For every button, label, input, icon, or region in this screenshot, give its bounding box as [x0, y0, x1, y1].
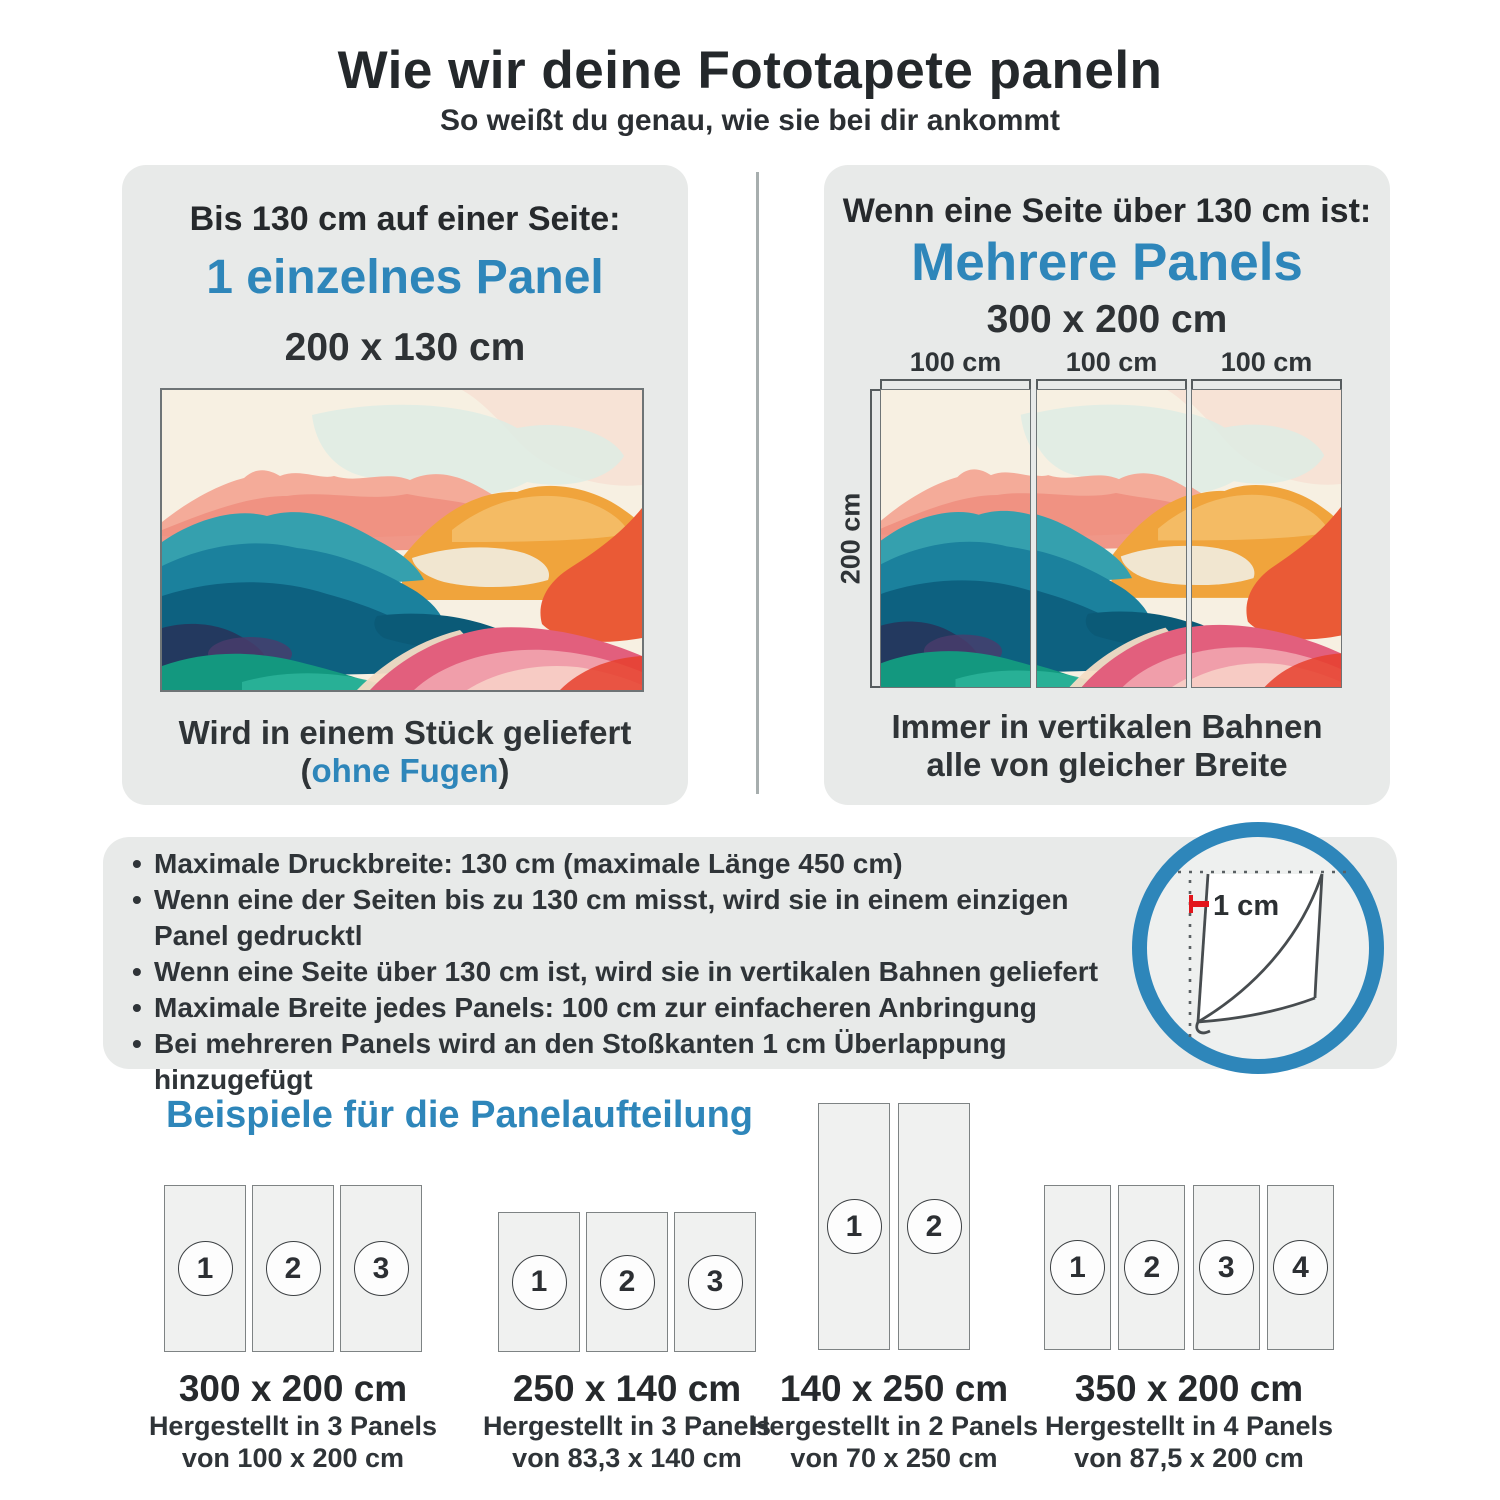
wallpaper-preview-strips	[880, 389, 1344, 688]
example-desc-line1: Hergestellt in 2 Panels	[749, 1411, 1039, 1441]
panel	[498, 1212, 580, 1352]
info-bullet-2: • Wenn eine der Seiten bis zu 130 cm misst, wird sie in einem einzigen Panel gedrucktl	[130, 882, 1140, 954]
panel	[1267, 1185, 1334, 1350]
info-bullet-5: • Bei mehreren Panels wird an den Stoßkanten 1 cm Überlappung hinzugefügt	[130, 1026, 1140, 1098]
card-divider	[756, 172, 759, 794]
panel	[818, 1103, 890, 1350]
panel-number: 2	[600, 1255, 655, 1310]
height-dimension-line	[870, 389, 872, 688]
example-panels-300x200	[164, 1185, 422, 1352]
watercolor-image	[162, 390, 642, 690]
ohne-fugen-text: ohne Fugen	[311, 752, 499, 789]
info-bullet-4: • Maximale Breite jedes Panels: 100 cm zur einfacheren Anbringung	[130, 990, 1140, 1026]
panel	[164, 1185, 246, 1352]
multi-panel-highlight: Mehrere Panels	[911, 233, 1303, 292]
example-label-350x200	[1019, 1368, 1359, 1474]
panel-number: 3	[354, 1241, 409, 1296]
example-panels-140x250	[818, 1103, 970, 1350]
panel-number: 2	[1124, 1240, 1179, 1295]
page-curl-icon	[1132, 822, 1384, 1074]
paren-open: (	[300, 752, 312, 789]
page-subtitle: So weißt du genau, wie sie bei dir ankommt	[439, 104, 1061, 137]
example-size: 250 x 140 cm	[512, 1368, 742, 1409]
info-bullet-list	[130, 846, 1140, 1098]
strip-3	[1191, 389, 1342, 688]
multi-panel-heading: Wenn eine Seite über 130 cm ist:	[842, 192, 1372, 230]
width-dimension-line-2	[1036, 379, 1187, 381]
example-desc-line2: von 100 x 200 cm	[181, 1443, 405, 1473]
example-panels-350x200	[1044, 1185, 1334, 1350]
info-bullet-3: • Wenn eine Seite über 130 cm ist, wird sie in vertikalen Bahnen geliefert	[130, 954, 1140, 990]
example-label-140x250	[724, 1368, 1064, 1474]
width-dimension-line-3	[1191, 379, 1342, 381]
panel-number: 3	[688, 1255, 743, 1310]
wallpaper-preview-single	[160, 388, 644, 692]
strip-1	[880, 389, 1031, 688]
width-label-3: 100 cm	[1220, 347, 1313, 377]
single-panel-caption-line1: Wird in einem Stück geliefert	[178, 714, 632, 751]
overlap-badge	[1132, 822, 1384, 1074]
page-title: Wie wir deine Fototapete paneln	[337, 41, 1163, 100]
multi-panel-caption-line1: Immer in vertikalen Bahnen	[891, 708, 1323, 745]
example-size: 350 x 200 cm	[1074, 1368, 1304, 1409]
panel	[898, 1103, 970, 1350]
multi-panel-size: 300 x 200 cm	[986, 298, 1228, 341]
strip-3-image	[1192, 390, 1341, 687]
strip-1-image	[881, 390, 1030, 687]
width-label-2: 100 cm	[1065, 347, 1158, 377]
panel	[1193, 1185, 1260, 1350]
panel-number: 1	[178, 1241, 233, 1296]
panel-number: 2	[266, 1241, 321, 1296]
panel-number: 2	[907, 1199, 962, 1254]
panel	[586, 1212, 668, 1352]
panel-number: 1	[1050, 1240, 1105, 1295]
example-desc-line2: von 87,5 x 200 cm	[1074, 1443, 1304, 1473]
examples-heading: Beispiele für die Panelaufteilung	[166, 1094, 754, 1136]
strip-2	[1036, 389, 1187, 688]
example-label-300x200	[123, 1368, 463, 1474]
example-desc-line2: von 70 x 250 cm	[790, 1443, 998, 1473]
panel-number: 3	[1199, 1240, 1254, 1295]
paren-close: )	[498, 752, 510, 789]
example-desc-line2: von 83,3 x 140 cm	[512, 1443, 742, 1473]
example-desc-line1: Hergestellt in 3 Panels	[148, 1411, 438, 1441]
info-bullet-1: • Maximale Druckbreite: 130 cm (maximale Länge 450 cm)	[130, 846, 1140, 882]
example-desc-line1: Hergestellt in 3 Panels	[482, 1411, 772, 1441]
multi-panel-caption-line2: alle von gleicher Breite	[926, 746, 1288, 783]
panel	[674, 1212, 756, 1352]
width-label-1: 100 cm	[909, 347, 1002, 377]
panel	[1044, 1185, 1111, 1350]
overlap-label: 1 cm	[1213, 890, 1280, 922]
single-panel-heading: Bis 130 cm auf einer Seite:	[189, 200, 621, 238]
single-panel-caption-line2	[122, 752, 688, 790]
panel	[340, 1185, 422, 1352]
example-panels-250x140	[498, 1212, 756, 1352]
panel-number: 1	[512, 1255, 567, 1310]
example-desc-line1: Hergestellt in 4 Panels	[1044, 1411, 1334, 1441]
example-size: 300 x 200 cm	[178, 1368, 408, 1409]
panel-number: 1	[827, 1199, 882, 1254]
panel-number: 4	[1273, 1240, 1328, 1295]
example-size: 140 x 250 cm	[779, 1368, 1009, 1409]
height-label: 200 cm	[835, 492, 866, 585]
strip-2-image	[1037, 390, 1186, 687]
single-panel-size: 200 x 130 cm	[284, 326, 526, 369]
panel	[1118, 1185, 1185, 1350]
panel	[252, 1185, 334, 1352]
single-panel-highlight: 1 einzelnes Panel	[206, 251, 604, 304]
width-dimension-line-1	[880, 379, 1031, 381]
